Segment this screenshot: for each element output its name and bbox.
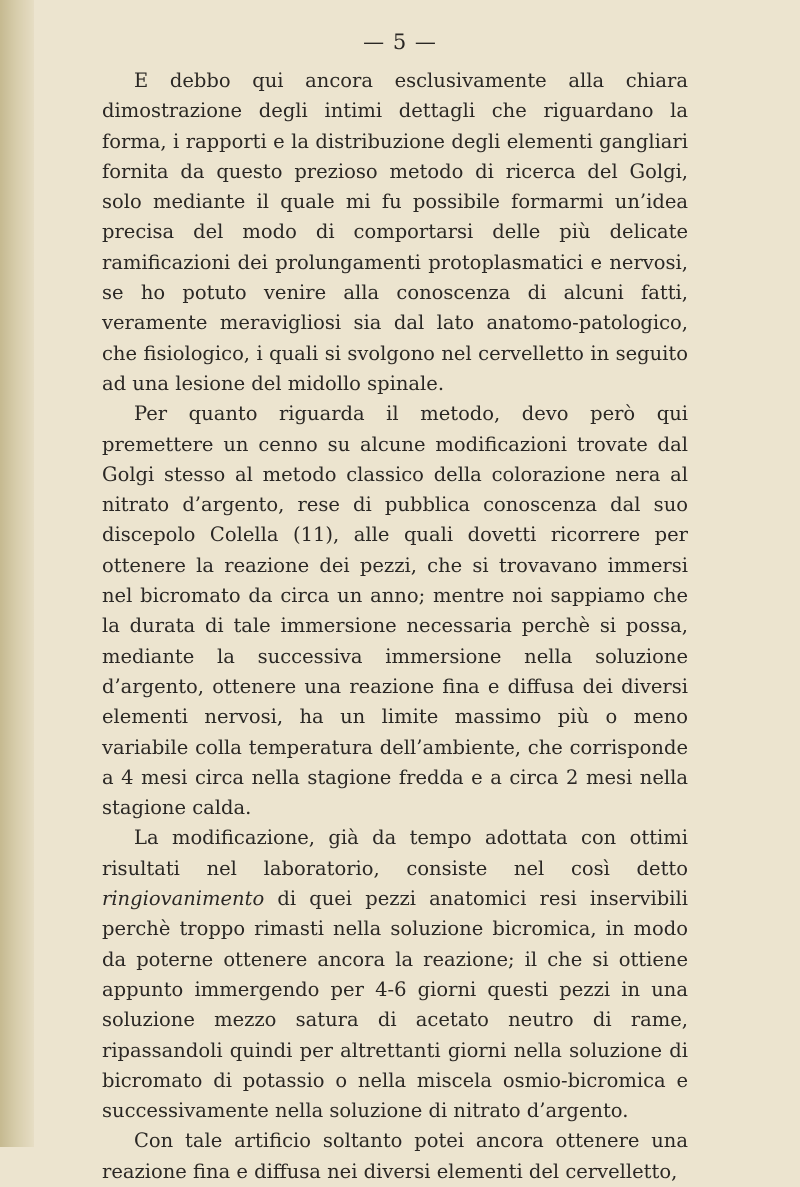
italic-term: ringiovanimento [102,887,265,911]
paragraph-1: E debbo qui ancora esclusivamente alla chiara dimostrazione degli intimi dettagli che riguardano la forma, i rapporti e la distribuzione degli elementi gangliari fornita da questo prezioso metodo di ricerca del Golgi, solo mediante il quale mi fu possibile formarmi un’idea precisa del modo di comportarsi delle più delicate ramificazioni dei prolungamenti protoplasmatici e nervosi, se ho potuto venire alla conoscenza di alcuni fatti, veramente meravigliosi sia dal lato anatomo-patologico, che fisiologico, i quali si svolgono nel cervelletto in seguito ad una lesione del midollo spinale. [102,69,688,395]
paragraph-2: Per quanto riguarda il metodo, devo però qui premettere un cenno su alcune modificazioni trovate dal Golgi stesso al metodo classico della colorazione nera al nitrato d’argento, rese di pubblica conoscenza dal suo discepolo Colella (11), alle quali dovetti ricorrere per ottenere la reazione dei pezzi, che si trovavano immersi nel bicromato da circa un anno; mentre noi sappiamo che la durata di tale immersione necessaria perchè si possa, mediante la successiva immersione nella soluzione d’argento, ottenere una reazione fina e diffusa dei diversi elementi nervosi, ha un limite massimo più o meno variabile colla temperatura dell’ambiente, che corrisponde a 4 mesi circa nella stagione fredda e a circa 2 mesi nella stagione calda. [102,402,688,820]
body-text [102,66,688,1187]
page-binding-edge [0,0,34,1147]
page-number-header: — 5 — [363,30,437,54]
paragraph-3 [102,823,688,1126]
paragraph-3-text-end: di quei pezzi anatomici resi inservibili perchè troppo rimasti nella soluzione bicromica, in modo da poterne ottenere ancora la reazione; il che si ottiene appunto immergendo per 4-6 giorni questi pezzi in una soluzione mezzo satura di acetato neutro di rame, ripassandoli quindi per altrettanti giorni nella soluzione di bicromato di potassio o nella miscela osmio-bicromica e successivamente nella soluzione di nitrato d’argento. [102,887,688,1123]
paragraph-4: Con tale artificio soltanto potei ancora ottenere una reazione fina e diffusa nei diversi elementi del cervelletto, [102,1129,688,1183]
paragraph-3-text-start: La modificazione, già da tempo adottata con ottimi risultati nel laboratorio, consiste nel così detto [102,826,688,880]
